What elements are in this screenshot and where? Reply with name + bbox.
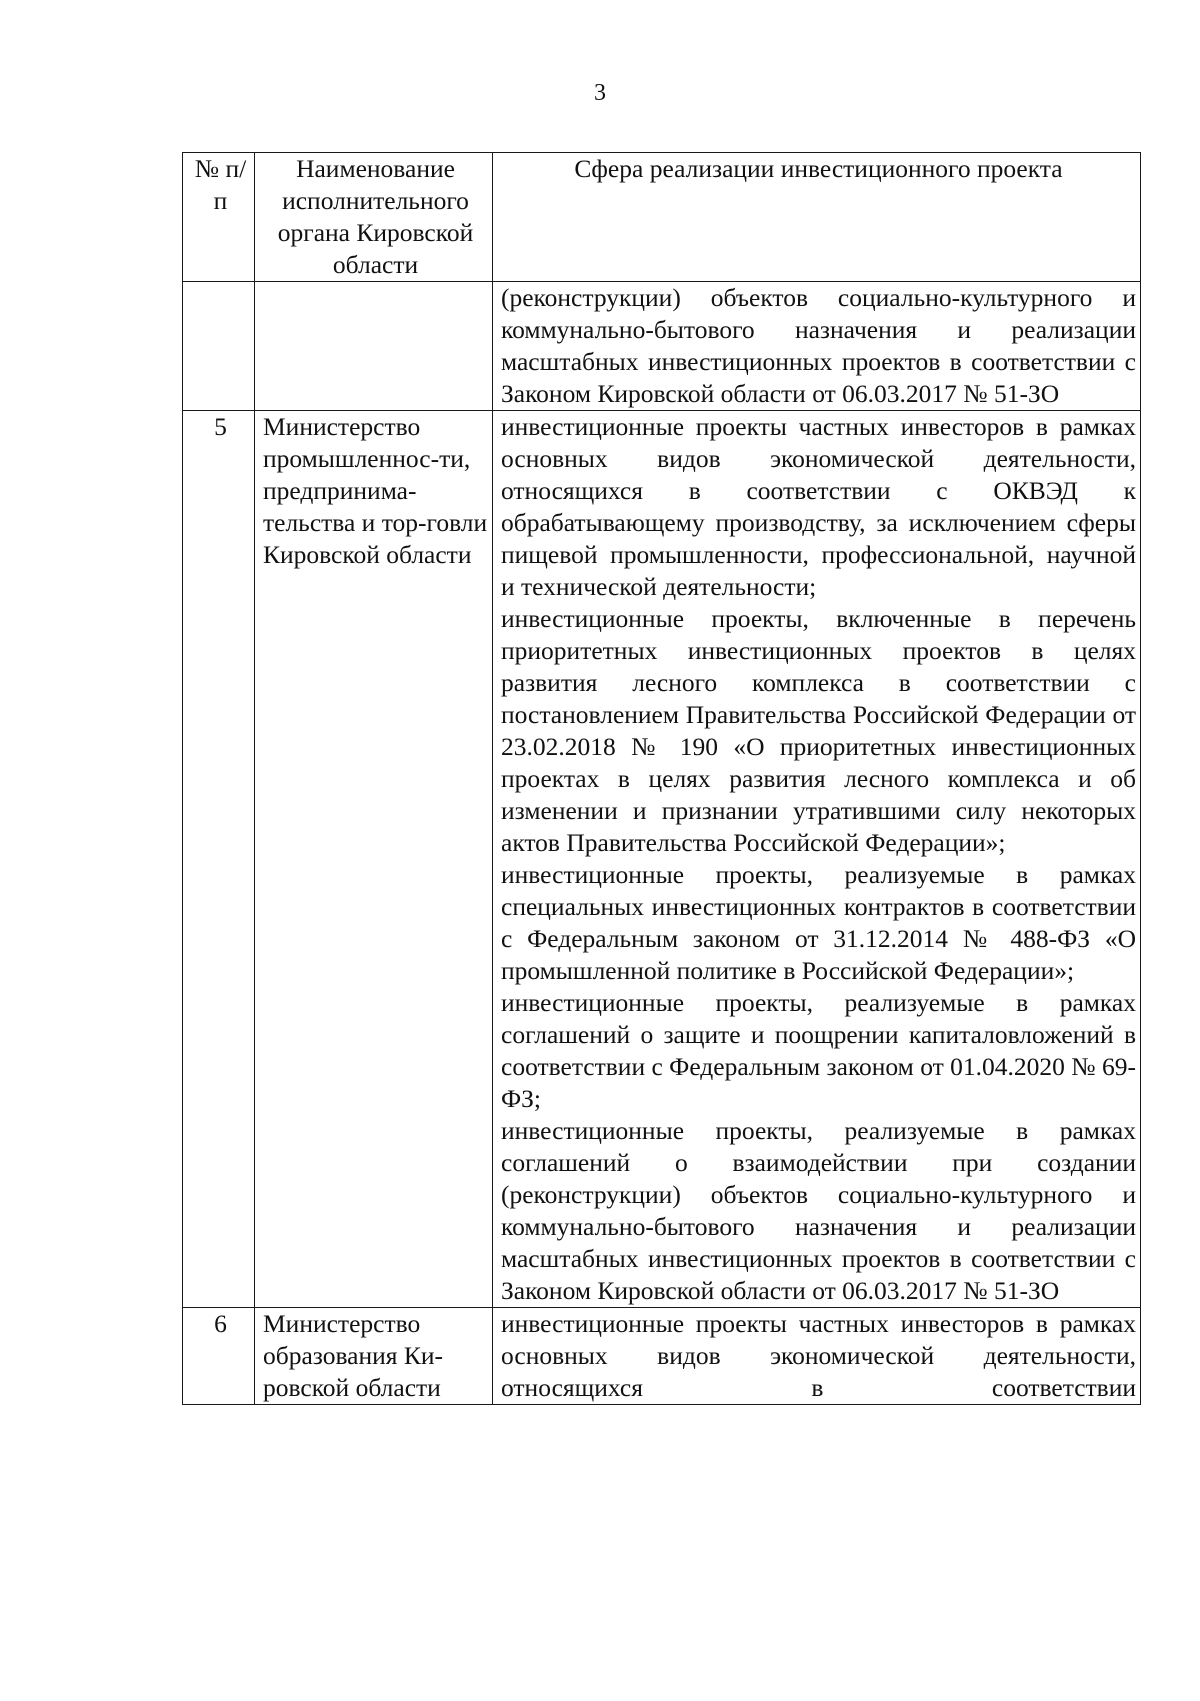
sphere-paragraph: инвестиционные проекты частных инвесторов в рамках основных видов экономической деятельности, относящихся в соответствии с ОКВЭД к обрабатывающему производству, за исключением сферы пищевой промышленности, профессиональной, научной и технической деятельности; bbox=[501, 412, 1136, 601]
sphere-paragraph: (реконструкции) объектов социально-культурного и коммунально-бытового назначения и реализации масштабных инвестиционных проектов в соответствии с Законом Кировской области от 06.03.2017 № 51-ЗО bbox=[501, 283, 1136, 408]
table-row bbox=[183, 411, 1141, 1308]
row-number bbox=[183, 282, 255, 411]
header-org: Наименование исполнительного органа Кировской области bbox=[255, 153, 493, 282]
sphere-paragraph: инвестиционные проекты, реализуемые в рамках соглашений о взаимодействии при создании (реконструкции) объектов социально-культурного и коммунально-бытового назначения и реализации масштабных инвестиционных проектов в соответствии с Законом Кировской области от 06.03.2017 № 51-ЗО bbox=[501, 1116, 1136, 1305]
table-header-row bbox=[183, 153, 1141, 282]
investment-sphere-table bbox=[182, 152, 1141, 1405]
organization-name: Министерство промышленнос-ти, предпринима-тельства и тор-говли Кировской области bbox=[255, 411, 493, 1308]
sphere-cell bbox=[493, 411, 1141, 1308]
organization-name bbox=[255, 282, 493, 411]
sphere-paragraph: инвестиционные проекты, реализуемые в рамках соглашений о защите и поощрении капиталовложений в соответствии с Федеральным законом от 01.04.2020 № 69-ФЗ; bbox=[501, 988, 1136, 1113]
sphere-paragraph: инвестиционные проекты, реализуемые в рамках специальных инвестиционных контрактов в соответствии с Федеральным законом от 31.12.2014 № 488-ФЗ «О промышленной политике в Российской Федерации»; bbox=[501, 860, 1136, 985]
sphere-paragraph: инвестиционные проекты частных инвесторов в рамках основных видов экономической деятельности, относящихся в соответствии bbox=[501, 1309, 1136, 1402]
table-row bbox=[183, 282, 1141, 411]
sphere-paragraph: инвестиционные проекты, включенные в перечень приоритетных инвестиционных проектов в целях развития лесного комплекса в соответствии с постановлением Правительства Российской Федерации от 23.02.2018 № 190 «О приоритетных инвестиционных проектах в целях развития лесного комплекса и об изменении и признании утратившими силу некоторых актов Правительства Российской Федерации»; bbox=[501, 604, 1136, 857]
row-number: 5 bbox=[183, 411, 255, 1308]
table-row bbox=[183, 1308, 1141, 1405]
organization-name: Министерство образования Ки-ровской области bbox=[255, 1308, 493, 1405]
sphere-cell bbox=[493, 282, 1141, 411]
page-number: 3 bbox=[594, 80, 606, 106]
row-number: 6 bbox=[183, 1308, 255, 1405]
header-num: № п/п bbox=[183, 153, 255, 282]
header-sphere: Сфера реализации инвестиционного проекта bbox=[493, 153, 1141, 282]
sphere-cell bbox=[493, 1308, 1141, 1405]
